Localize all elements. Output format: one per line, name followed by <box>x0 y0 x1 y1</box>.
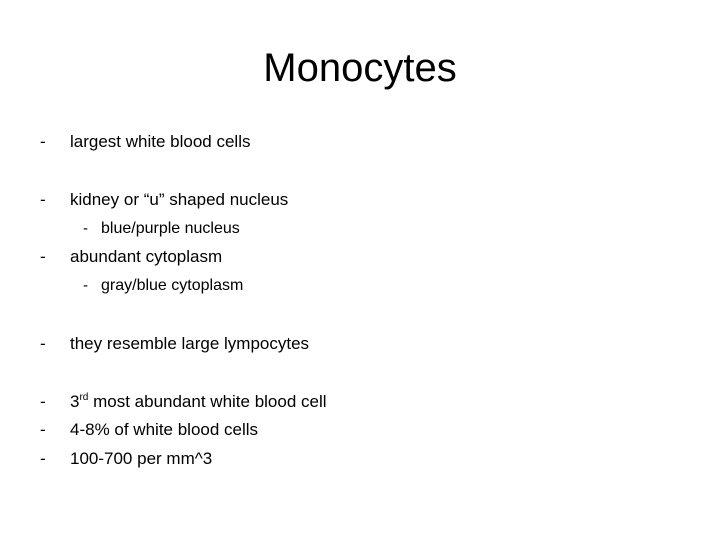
bullet-text: largest white blood cells <box>70 132 251 151</box>
bullet-marker: - <box>83 220 88 237</box>
bullet-text: blue/purple nucleus <box>101 220 240 237</box>
ordinal-suffix: rd <box>79 392 89 403</box>
bullet-text: 4-8% of white blood cells <box>70 420 259 439</box>
bullet-text: kidney or “u” shaped nucleus <box>70 190 289 209</box>
bullet-marker: - <box>40 190 46 209</box>
bullet-text: 100-700 per mm^3 <box>70 449 213 468</box>
ordinal-number: 3 <box>70 392 80 411</box>
bullet-marker: - <box>40 449 46 468</box>
bullet-text: they resemble large lympocytes <box>70 334 310 353</box>
bullet-marker: - <box>40 132 46 151</box>
bullet-text <box>70 390 327 414</box>
bullet-text: abundant cytoplasm <box>70 247 223 266</box>
bullet-marker: - <box>40 420 46 439</box>
bullet-marker: - <box>40 247 46 266</box>
bullet-marker: - <box>83 277 88 294</box>
slide-title: Monocytes <box>263 46 457 90</box>
bullet-text: gray/blue cytoplasm <box>101 277 244 294</box>
bullet-marker: - <box>40 334 46 353</box>
bullet-marker: - <box>40 392 46 411</box>
bullet-text-rest: most abundant white blood cell <box>88 392 327 411</box>
